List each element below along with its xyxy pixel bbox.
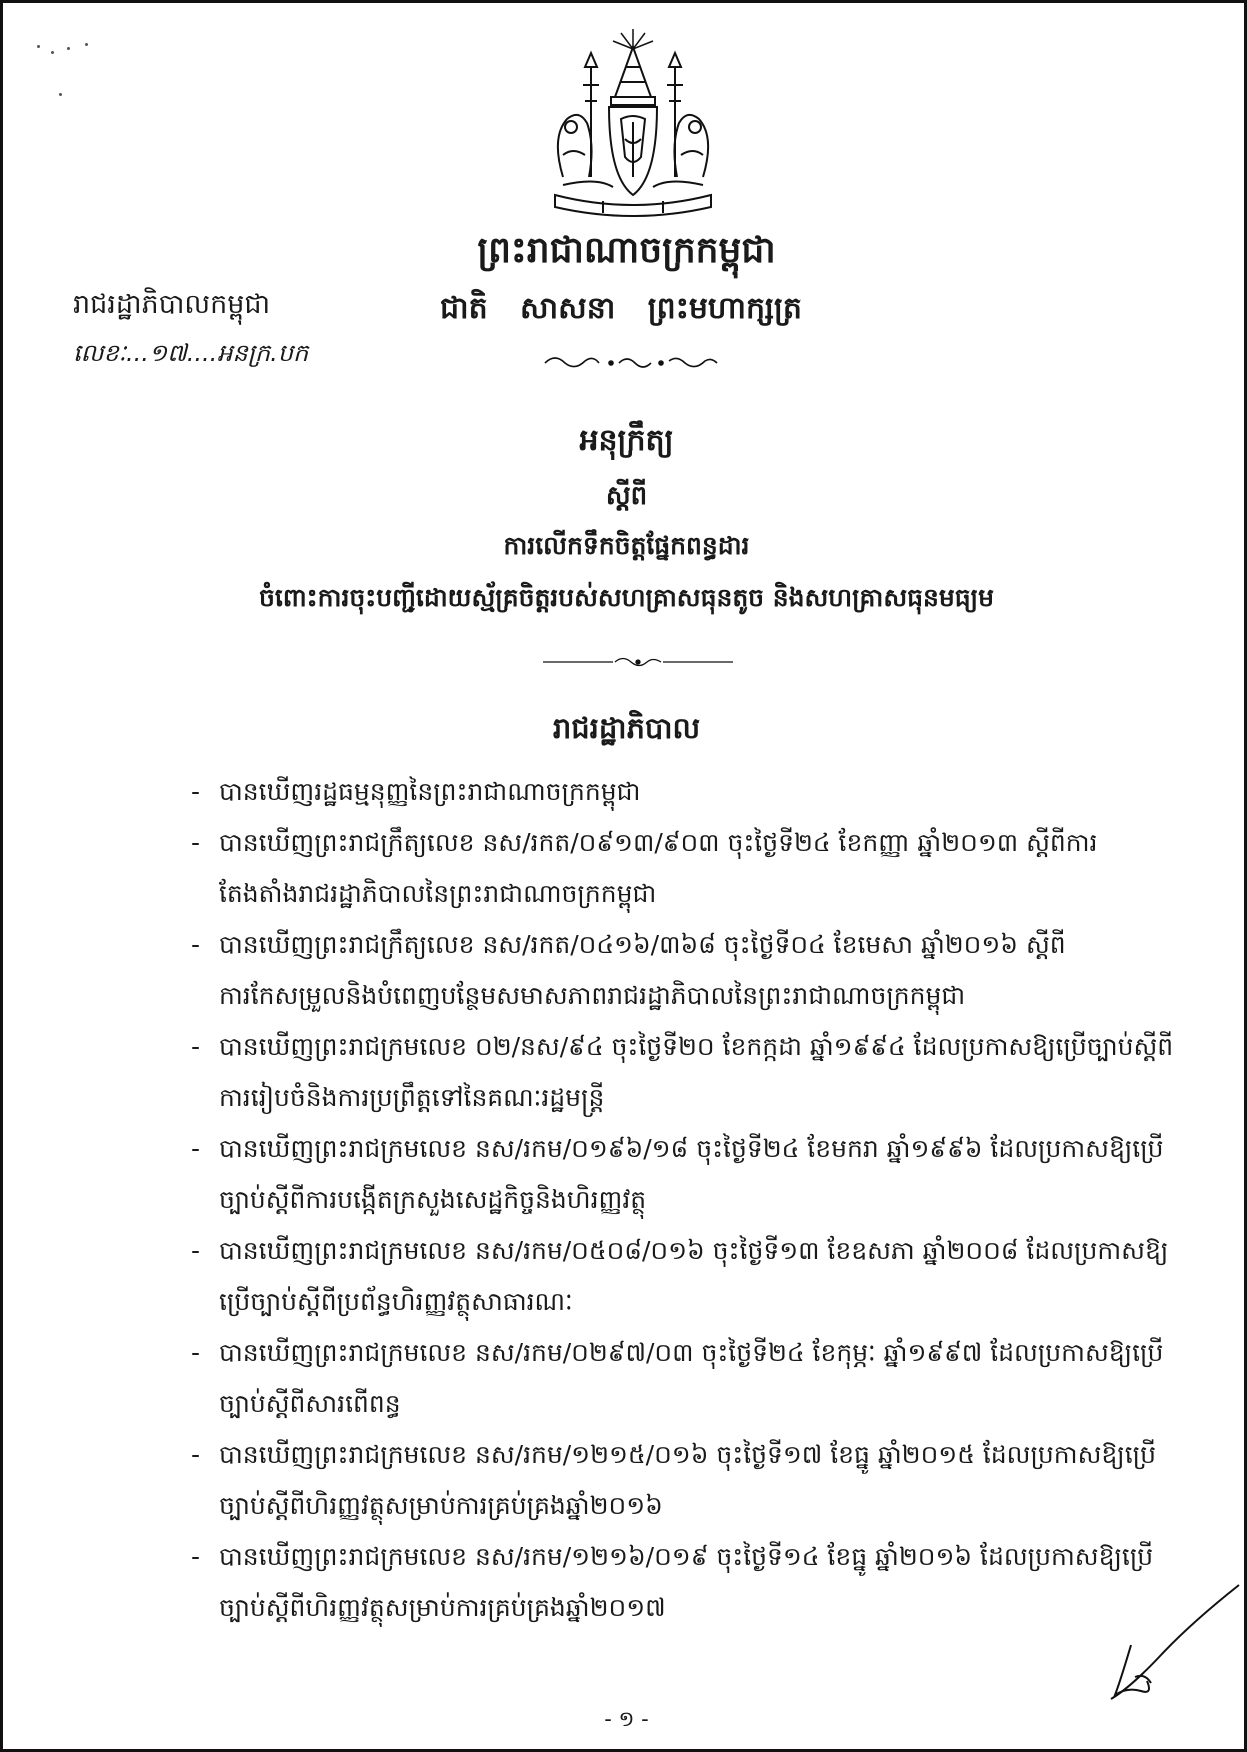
considerations-list [191, 766, 1176, 1633]
issuer-heading: រាជរដ្ឋាភិបាល [552, 711, 701, 745]
list-item: - បានឃើញព្រះរាជក្រឹត្យលេខ នស/រកត/០៤១៦/៣៦៨ ចុះថ្ងៃទី០៤ ខែមេសា ឆ្នាំ២០១៦ ស្តីពីការកែសម្រួលនិងបំពេញបន្ថែមសមាសភាពរាជរដ្ឋាភិបាលនៃព្រះរាជាណាចក្រកម្ពុជា [191, 919, 1176, 1021]
initials-signature-icon [1101, 1583, 1241, 1703]
list-item: - បានឃើញព្រះរាជក្រឹត្យលេខ នស/រកត/០៩១៣/៩០៣ ចុះថ្ងៃទី២៤ ខែកញ្ញា ឆ្នាំ២០១៣ ស្តីពីការតែងតាំងរាជរដ្ឋាភិបាលនៃព្រះរាជាណាចក្រកម្ពុជា [191, 817, 1176, 919]
subject-line-2: ចំពោះការចុះបញ្ជីដោយស្ម័គ្រចិត្តរបស់សហគ្រាសធុនតូច និងសហគ្រាសធុនមធ្យម [259, 583, 994, 612]
list-item: - បានឃើញព្រះរាជក្រមលេខ នស/រកម/១២១៥/០១៦ ចុះថ្ងៃទី១៧ ខែធ្នូ ឆ្នាំ២០១៥ ដែលប្រកាសឱ្យប្រើច្បាប់ស្តីពីហិរញ្ញវត្ថុសម្រាប់ការគ្រប់គ្រងឆ្នាំ២០១៦ [191, 1429, 1176, 1531]
list-item: - បានឃើញព្រះរាជក្រមលេខ នស/រកម/១២១៦/០១៩ ចុះថ្ងៃទី១៤ ខែធ្នូ ឆ្នាំ២០១៦ ដែលប្រកាសឱ្យប្រើច្បាប់ស្តីពីហិរញ្ញវត្ថុសម្រាប់ការគ្រប់គ្រងឆ្នាំ២០១៧ [191, 1531, 1176, 1633]
about-heading: ស្តីពី [605, 481, 648, 511]
national-motto: ជាតិ សាសនា ព្រះមហាក្សត្រ [440, 291, 802, 326]
list-item: - បានឃើញព្រះរាជក្រមលេខ នស/រកម/០២៩៧/០៣ ចុះថ្ងៃទី២៤ ខែកុម្ភៈ ឆ្នាំ១៩៩៧ ដែលប្រកាសឱ្យប្រើច្បាប់ស្តីពីសារពើពន្ធ [191, 1327, 1176, 1429]
scan-specks [37, 43, 117, 103]
list-item: - បានឃើញរដ្ឋធម្មនុញ្ញនៃព្រះរាជាណាចក្រកម្ពុជា [191, 766, 1176, 817]
government-name: រាជរដ្ឋាភិបាលកម្ពុជា [73, 289, 271, 320]
reference-number: លេខៈ...១៧....អនក្រ.បក [73, 339, 309, 367]
page-number: - ១ - [604, 1707, 649, 1731]
ornamental-divider-icon [543, 655, 733, 669]
royal-coat-of-arms-icon [533, 27, 733, 227]
scroll-ornament-icon [541, 351, 721, 373]
list-item: - បានឃើញព្រះរាជក្រមលេខ នស/រកម/០៥០៨/០១៦ ចុះថ្ងៃទី១៣ ខែឧសភា ឆ្នាំ២០០៨ ដែលប្រកាសឱ្យប្រើច្បាប់ស្តីពីប្រព័ន្ធហិរញ្ញវត្ថុសាធារណៈ [191, 1225, 1176, 1327]
document-type: អនុក្រឹត្យ [579, 423, 674, 458]
subject-line-1: ការលើកទឹកចិត្តផ្នែកពន្ធដារ [503, 531, 750, 560]
list-item: - បានឃើញព្រះរាជក្រមលេខ នស/រកម/០១៩៦/១៨ ចុះថ្ងៃទី២៤ ខែមករា ឆ្នាំ១៩៩៦ ដែលប្រកាសឱ្យប្រើច្បាប់ស្តីពីការបង្កើតក្រសួងសេដ្ឋកិច្ចនិងហិរញ្ញវត្ថុ [191, 1123, 1176, 1225]
kingdom-name: ព្រះរាជាណាចក្រកម្ពុជា [477, 229, 776, 271]
list-item: - បានឃើញព្រះរាជក្រមលេខ ០២/នស/៩៤ ចុះថ្ងៃទី២០ ខែកក្កដា ឆ្នាំ១៩៩៤ ដែលប្រកាសឱ្យប្រើច្បាប់ស្តីពីការរៀបចំនិងការប្រព្រឹត្តទៅនៃគណៈរដ្ឋមន្ត្រី [191, 1021, 1176, 1123]
